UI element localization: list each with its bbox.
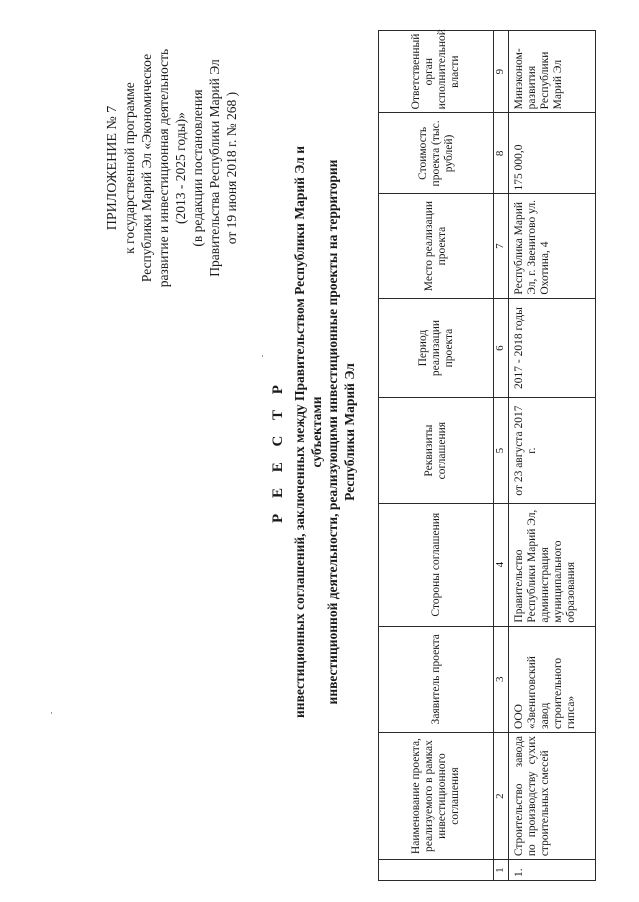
scan-speck <box>51 712 52 714</box>
register-table <box>378 30 596 881</box>
header-cell-parties: Стороны соглашения <box>379 503 494 626</box>
cell-authority: Минэконом-развития Республики Марий Эл <box>509 31 596 113</box>
register-title: Р Е Е С Т Р <box>270 379 286 523</box>
cell-period: 2017 - 2018 годы <box>509 298 596 398</box>
appendix-block <box>104 0 240 338</box>
cell-project-name: Строительство завода по производству сухих строительных смесей <box>509 732 596 859</box>
cell-cost: 175 000,0 <box>509 113 596 194</box>
column-number-row <box>494 31 509 881</box>
column-number: 6 <box>494 298 509 398</box>
column-number: 4 <box>494 503 509 626</box>
appendix-line: Правительства Республики Марий Эл <box>207 59 222 277</box>
column-number: 8 <box>494 113 509 194</box>
register-subtitle-line: инвестиционной деятельности, реализующими инвестиционные проекты на территории <box>325 159 340 705</box>
header-cell-place: Место реализации проекта <box>379 194 494 298</box>
column-number: 7 <box>494 194 509 298</box>
column-number: 9 <box>494 31 509 113</box>
cell-details: от 23 августа 2017 г. <box>509 398 596 503</box>
header-cell-authority: Ответственный орган исполнительной власти <box>379 31 494 113</box>
appendix-line: к государственной программе <box>122 82 137 254</box>
cell-applicant: ООО «Звениговский завод строительного гипса» <box>509 626 596 732</box>
scan-speck <box>262 355 263 357</box>
header-cell-period: Период реализации проекта <box>379 298 494 398</box>
column-number: 5 <box>494 398 509 503</box>
register-subtitle-line: Республики Марий Эл <box>341 363 357 501</box>
header-cell-details: Реквизиты соглашения <box>379 398 494 503</box>
cell-parties: Правительство Республики Марий Эл, администрация муниципального образования <box>509 503 596 626</box>
appendix-date-line: от 19 июня 2018 г. № 268 ) <box>224 91 239 245</box>
table-header-row <box>379 31 494 881</box>
header-cell-name: Наименование проекта, реализуемого в рамках инвестиционного соглашения <box>379 732 494 859</box>
cell-num: 1. <box>509 860 596 881</box>
header-cell-num <box>379 860 494 881</box>
register-subtitle <box>292 112 358 752</box>
column-number: 2 <box>494 732 509 859</box>
appendix-line: (в редакции постановления <box>190 89 205 247</box>
table-row <box>509 31 596 881</box>
appendix-line: (2013 - 2025 годы)» <box>173 112 188 224</box>
column-number: 1 <box>494 860 509 881</box>
appendix-line: развитие и инвестиционная деятельность <box>156 48 171 288</box>
header-cell-applicant: Заявитель проекта <box>379 626 494 732</box>
appendix-line: Республики Марий Эл «Экономическое <box>139 53 154 283</box>
appendix-title: ПРИЛОЖЕНИЕ № 7 <box>105 105 120 231</box>
column-number: 3 <box>494 626 509 732</box>
register-subtitle-line: инвестиционных соглашений, заключенных между Правительством Республики Марий Эл и субъектами <box>292 146 324 718</box>
header-cell-cost: Стоимость проекта (тыс. рублей) <box>379 113 494 194</box>
cell-place: Республика Марий Эл, г. Звенигово ул. Охотина, 4 <box>509 194 596 298</box>
